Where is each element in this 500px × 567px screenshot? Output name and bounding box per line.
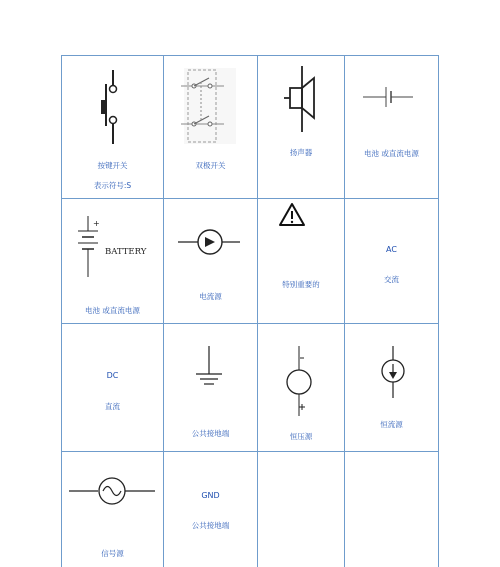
cell-speaker — [258, 56, 344, 198]
cell-label: 按键开关 — [97, 161, 128, 170]
cell-title: AC — [386, 245, 397, 254]
cell-label: 电池 或直流电源 — [85, 306, 140, 315]
current-source-icon — [164, 199, 257, 323]
cell-title: DC — [106, 371, 119, 380]
cell-const-current — [345, 324, 438, 451]
cell-label: 公共接地端 — [191, 521, 230, 530]
double-pole-switch-icon — [164, 56, 257, 198]
cell-title: GND — [201, 491, 220, 500]
cell-label: 扬声器 — [289, 148, 313, 157]
cell-label: 交流 — [384, 275, 399, 284]
symbol-table — [61, 55, 439, 567]
pushbutton-switch-icon — [62, 56, 163, 198]
warning-icon — [258, 199, 344, 323]
cell-label: 双极开关 — [195, 161, 226, 170]
cell-label: 电池 或直流电源 — [364, 149, 419, 158]
cell-dc — [62, 324, 163, 451]
speaker-icon — [258, 56, 344, 198]
cell-sublabel: 表示符号:S — [93, 181, 132, 190]
cell-label: 直流 — [105, 402, 120, 411]
cell-label: 公共接地端 — [191, 429, 230, 438]
cell-battery1 — [345, 56, 438, 198]
cell-ac — [345, 199, 438, 323]
cell-label: 特别重要的 — [282, 280, 320, 289]
constant-current-source-icon — [345, 324, 438, 451]
cell-empty — [258, 452, 344, 567]
cell-dpst — [164, 56, 257, 198]
cell-signal-source — [62, 452, 163, 567]
cell-label: 信号源 — [101, 549, 124, 558]
cell-gnd — [164, 452, 257, 567]
grid-line — [438, 55, 439, 567]
cell-battery2 — [62, 199, 163, 323]
cell-current-source — [164, 199, 257, 323]
cell-label: 电流源 — [199, 292, 222, 301]
cell-pushbutton — [62, 56, 163, 198]
cell-label: 恒流源 — [380, 420, 403, 429]
cell-voltage-source — [258, 324, 344, 451]
battery-icon — [345, 56, 438, 198]
battery-symbol-text: BATTERY — [105, 247, 147, 257]
cell-label: 恒压源 — [289, 432, 313, 441]
svg-text:+: + — [93, 219, 100, 228]
cell-empty — [345, 452, 438, 567]
cell-warning — [258, 199, 344, 323]
cell-ground — [164, 324, 257, 451]
